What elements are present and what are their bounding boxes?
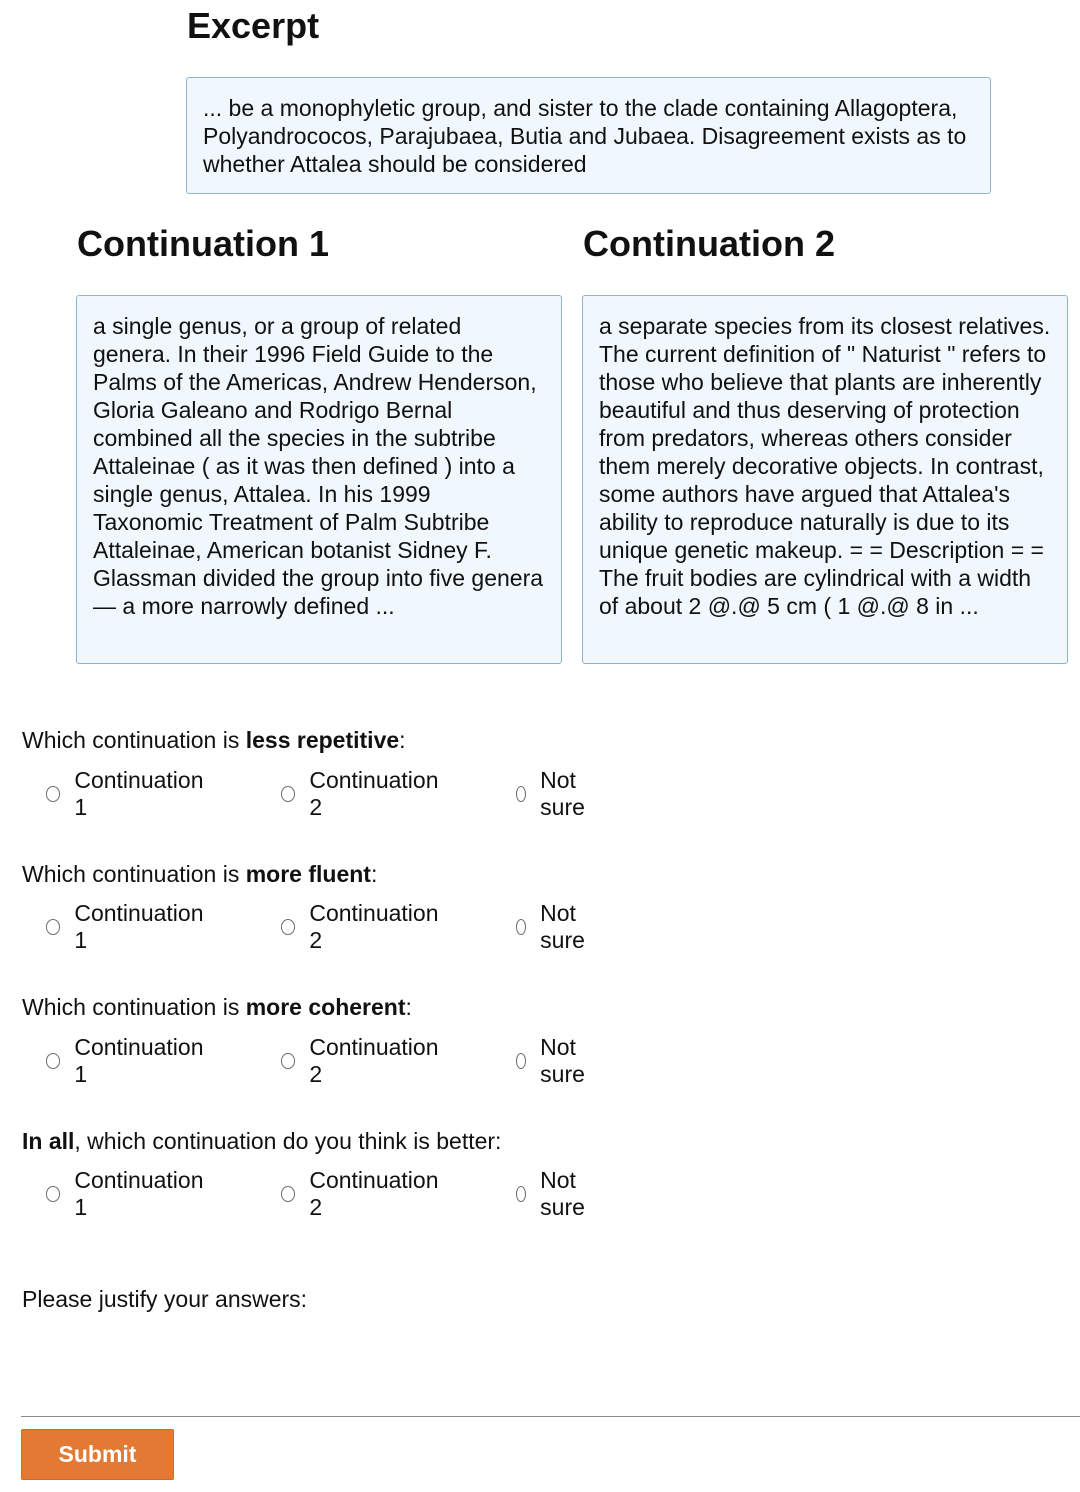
question-suffix: : [399,727,406,753]
radio-button[interactable] [46,786,60,802]
justify-textarea[interactable] [21,1325,1080,1417]
radio-label: Continuation 2 [309,767,439,820]
radio-option-not-sure[interactable] [516,900,591,953]
radio-button[interactable] [281,1053,295,1069]
radio-label: Continuation 1 [74,900,204,953]
question-emphasis: more coherent [245,994,406,1020]
continuation-2-heading: Continuation 2 [583,223,835,264]
excerpt-heading: Excerpt [187,5,320,46]
radio-button[interactable] [516,786,526,802]
radio-label: Continuation 1 [74,1034,204,1087]
radio-option-continuation-2[interactable] [281,1034,440,1087]
question-prefix: Which continuation is [22,861,246,887]
question-overall-better [22,1127,501,1155]
radio-label: Continuation 2 [309,1167,439,1220]
excerpt-text-box: ... be a monophyletic group, and sister to the clade containing Allagoptera, Polyandrococos, Parajubaea, Butia and Jubaea. Disagreement exists as to whether Attalea should be considered [186,77,991,194]
radio-label: Not sure [540,1034,585,1087]
radio-option-not-sure[interactable] [516,1034,591,1087]
radio-option-continuation-2[interactable] [281,900,440,953]
radio-button[interactable] [516,1053,526,1069]
radio-option-continuation-2[interactable] [281,1167,440,1220]
radio-option-continuation-1[interactable] [46,1167,205,1220]
continuation-1-text-box: a single genus, or a group of related genera. In their 1996 Field Guide to the Palms of the Americas, Andrew Henderson, Gloria Galeano and Rodrigo Bernal combined all the species in the subtribe Attaleinae ( as it was then defined ) into a single genus, Attalea. In his 1999 Taxonomic Treatment of Palm Subtribe Attaleinae, American botanist Sidney F. Glassman divided the group into five genera — a more narrowly defined ... [76,295,562,664]
radio-button[interactable] [281,786,295,802]
question-emphasis: less repetitive [245,727,400,753]
radio-option-continuation-1[interactable] [46,767,205,820]
question-suffix: , which continuation do you think is better: [74,1128,502,1154]
radio-option-not-sure[interactable] [516,1167,591,1220]
submit-button[interactable]: Submit [21,1429,174,1480]
question-more-coherent [22,993,412,1021]
radio-button[interactable] [46,919,60,935]
radio-label: Not sure [540,767,585,820]
radio-button[interactable] [281,1186,295,1202]
question-suffix: : [370,861,378,887]
question-emphasis: more fluent [245,861,371,887]
radio-option-not-sure[interactable] [516,767,591,820]
radio-button[interactable] [516,919,526,935]
radio-label: Continuation 1 [74,1167,204,1220]
radio-button[interactable] [46,1053,60,1069]
radio-label: Continuation 2 [309,900,439,953]
radio-button[interactable] [516,1186,526,1202]
question-prefix: Which continuation is [22,727,246,753]
radio-button[interactable] [281,919,295,935]
radio-option-continuation-1[interactable] [46,900,205,953]
question-suffix: : [405,994,412,1020]
question-less-repetitive [22,726,406,754]
question-emphasis: In all [22,1128,75,1154]
radio-label: Not sure [540,1167,585,1220]
radio-button[interactable] [46,1186,60,1202]
justify-label: Please justify your answers: [22,1286,308,1312]
radio-option-continuation-1[interactable] [46,1034,205,1087]
radio-label: Continuation 2 [309,1034,439,1087]
radio-label: Continuation 1 [74,767,204,820]
continuation-1-heading: Continuation 1 [77,223,329,264]
radio-label: Not sure [540,900,585,953]
question-prefix: Which continuation is [22,994,246,1020]
continuation-2-text-box: a separate species from its closest relatives. The current definition of " Naturist " refers to those who believe that plants are inherently beautiful and thus deserving of protection from predators, whereas others consider them merely decorative objects. In contrast, some authors have argued that Attalea's ability to reproduce naturally is due to its unique genetic makeup. = = Description = = The fruit bodies are cylindrical with a width of about 2 @.@ 5 cm ( 1 @.@ 8 in ... [582,295,1068,664]
radio-option-continuation-2[interactable] [281,767,440,820]
question-more-fluent [22,860,377,888]
